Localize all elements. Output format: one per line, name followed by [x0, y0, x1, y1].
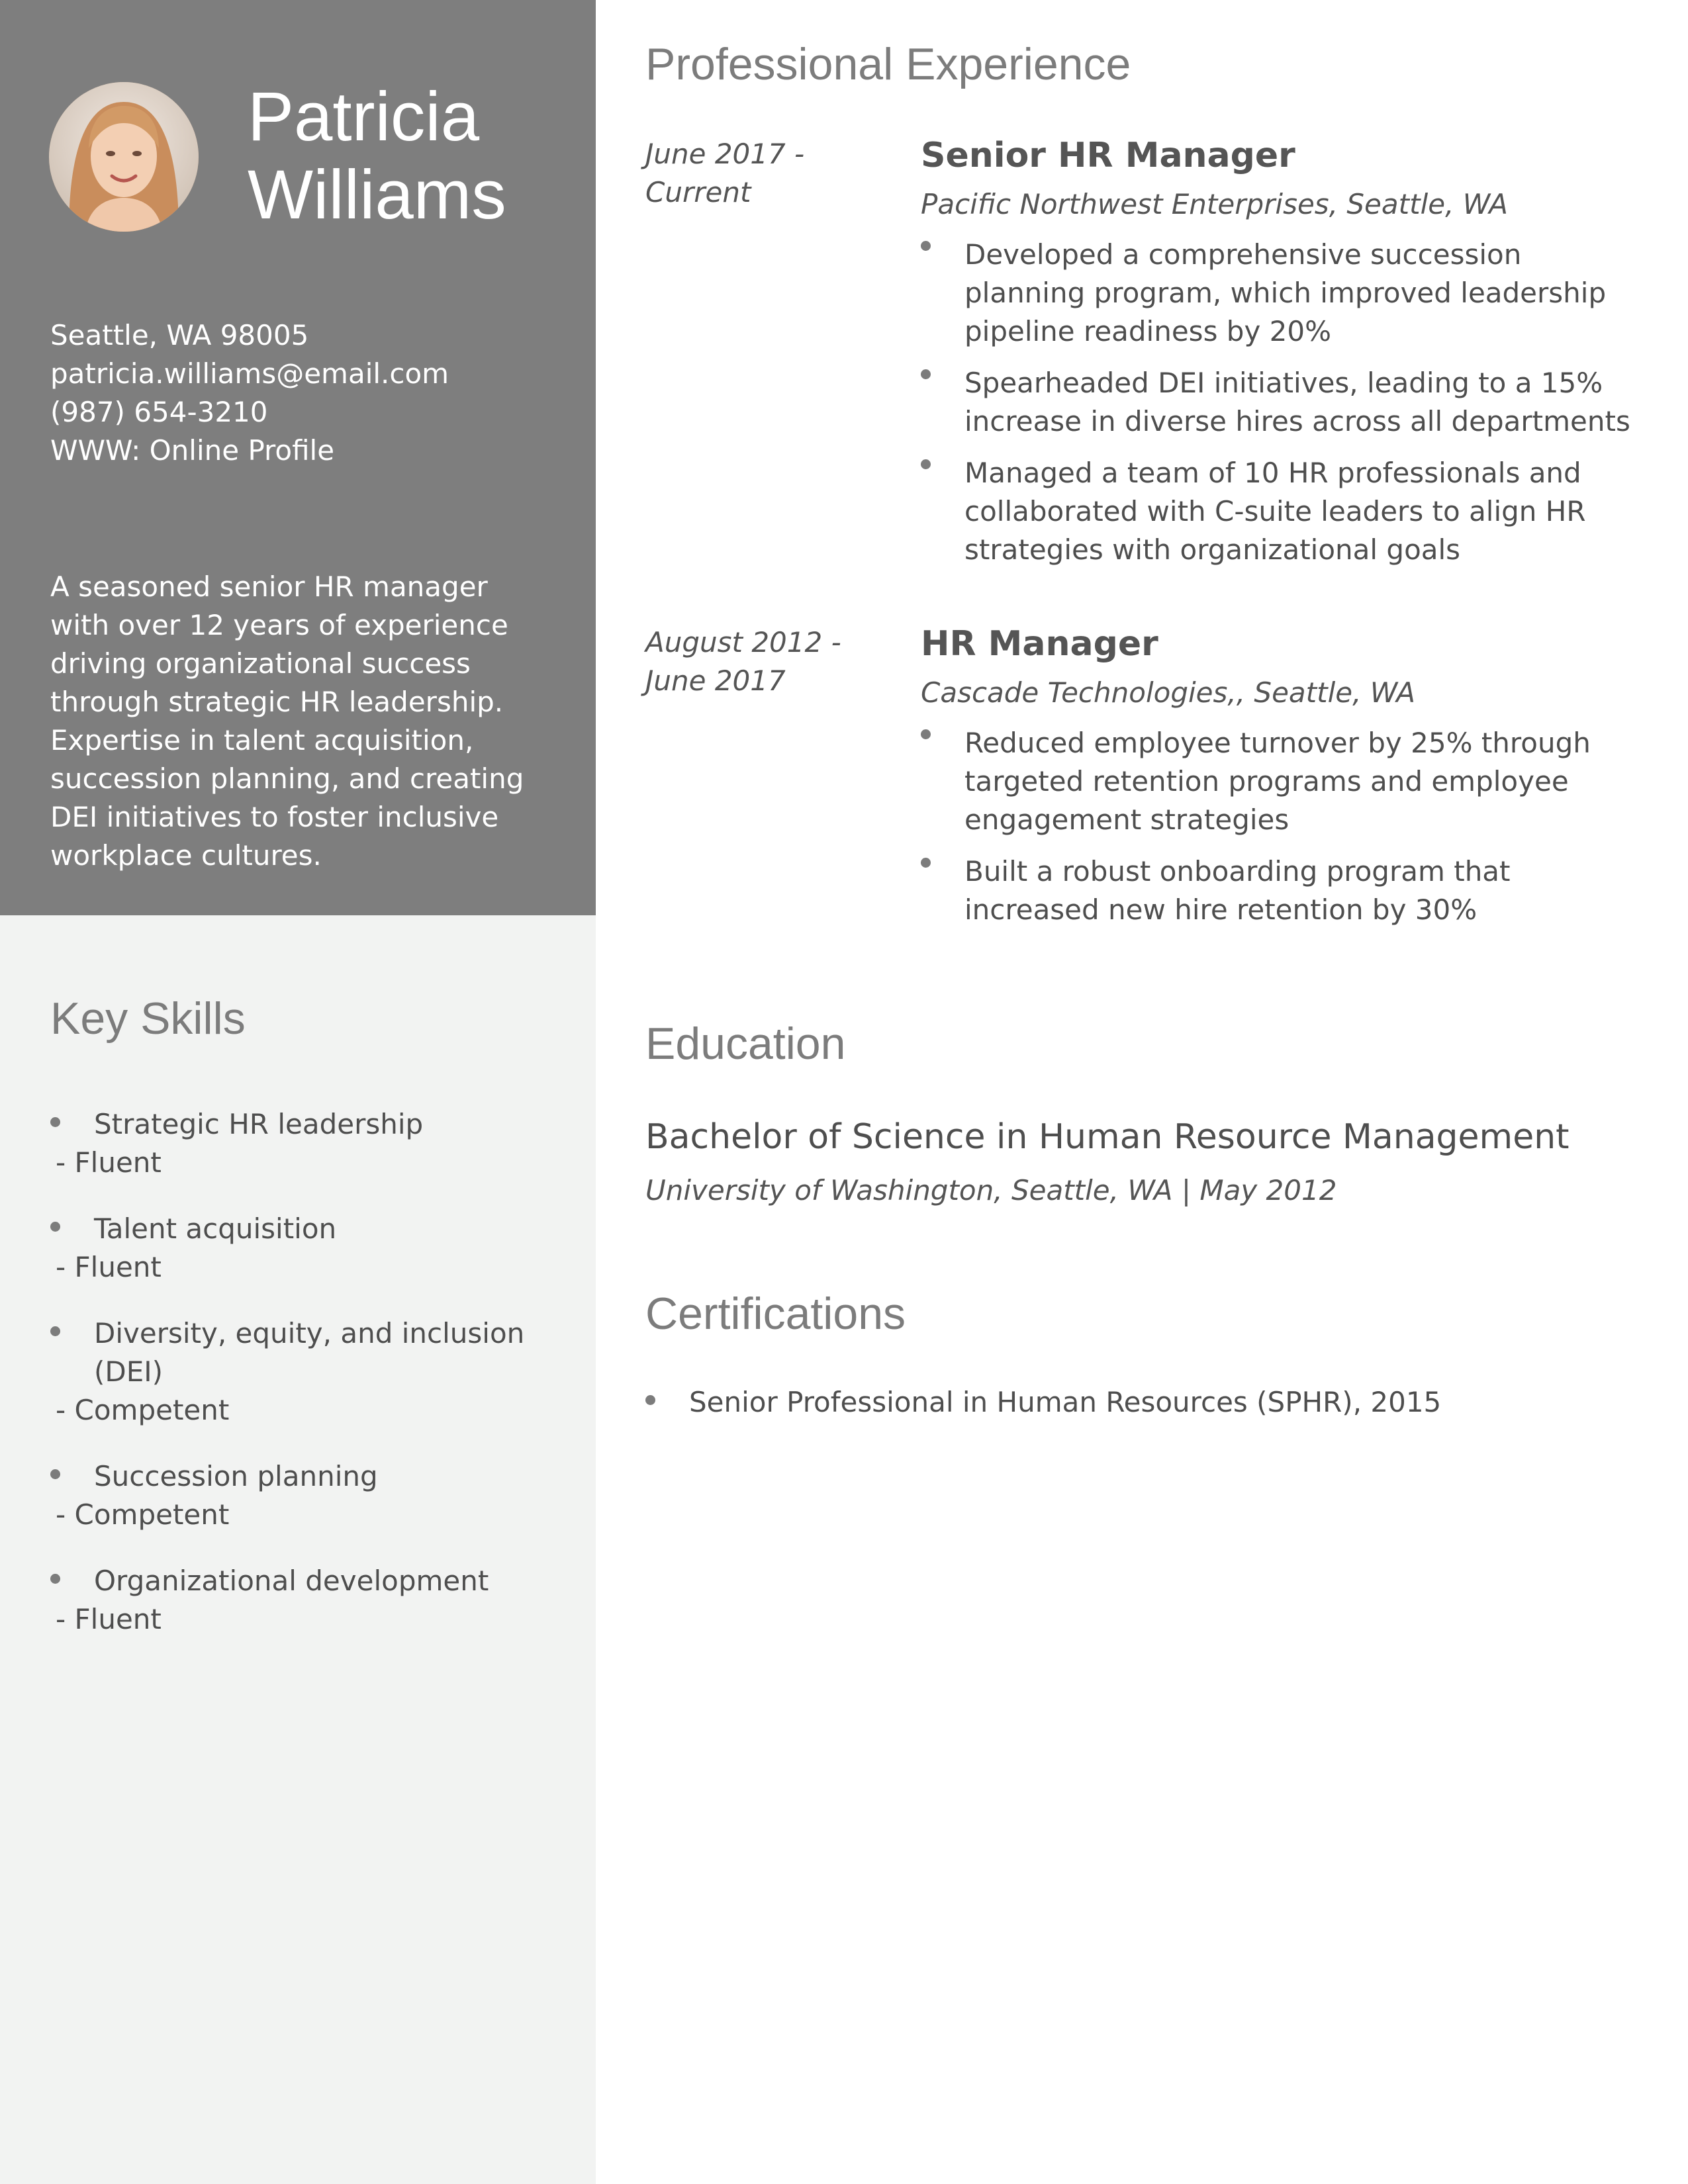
job-title: HR Manager: [921, 624, 1158, 664]
professional-summary: [50, 568, 553, 875]
summary-line: with over 12 years of experience: [50, 609, 508, 641]
summary-line: Expertise in talent acquisition,: [50, 724, 474, 756]
job-dates: [645, 135, 897, 212]
sidebar-header: [0, 0, 596, 915]
skill-name: [94, 1314, 567, 1391]
job-dates: [645, 623, 897, 700]
bullet-line: planning program, which improved leadership: [964, 277, 1607, 309]
summary-line: workplace cultures.: [50, 839, 322, 872]
skill-item: [50, 1105, 567, 1182]
job-date-line: Current: [645, 176, 751, 208]
summary-line: succession planning, and creating: [50, 762, 524, 795]
job-company: Cascade Technologies,, Seattle, WA: [921, 676, 1415, 709]
bullet-icon: [50, 1326, 60, 1336]
skill-name-line: Diversity, equity, and inclusion: [94, 1317, 525, 1349]
last-name: Williams: [248, 156, 506, 234]
bullet-icon: [921, 729, 931, 739]
bullet-line: Spearheaded DEI initiatives, leading to a 15%: [964, 367, 1603, 399]
summary-line: A seasoned senior HR manager: [50, 570, 488, 603]
skill-item: [50, 1210, 567, 1287]
job-details: [921, 135, 1662, 582]
sidebar: [0, 0, 596, 2184]
education-heading: Education: [645, 1019, 846, 1069]
skills-heading: Key Skills: [50, 993, 246, 1044]
contact-website[interactable]: WWW: Online Profile: [50, 434, 335, 467]
job-bullet: [921, 852, 1662, 929]
bullet-line: Managed a team of 10 HR professionals and: [964, 457, 1581, 489]
bullet-icon: [921, 369, 931, 379]
skill-name-line: Strategic HR leadership: [94, 1108, 424, 1140]
bullet-line: strategies with organizational goals: [964, 533, 1461, 566]
bullet-line: pipeline readiness by 20%: [964, 315, 1332, 347]
job-bullets: [921, 236, 1662, 569]
skill-name: [94, 1105, 567, 1144]
skill-level: - Competent: [56, 1498, 230, 1531]
job-bullets: [921, 724, 1662, 929]
bullet-line: increase in diverse hires across all departments: [964, 405, 1630, 437]
skill-name-line: (DEI): [94, 1355, 164, 1388]
education-details: University of Washington, Seattle, WA | May 2012: [645, 1174, 1337, 1206]
candidate-name: [248, 78, 579, 234]
skills-list: [50, 1105, 567, 1666]
skill-level: - Fluent: [56, 1603, 162, 1635]
bullet-line: targeted retention programs and employee: [964, 765, 1569, 797]
bullet-icon: [50, 1469, 60, 1479]
bullet-icon: [50, 1574, 60, 1584]
certification-item: [645, 1383, 1441, 1422]
bullet-icon: [921, 459, 931, 469]
bullet-icon: [921, 858, 931, 868]
summary-line: DEI initiatives to foster inclusive: [50, 801, 499, 833]
job-title: Senior HR Manager: [921, 136, 1295, 175]
first-name: Patricia: [248, 78, 480, 156]
skill-name: [94, 1562, 567, 1600]
education-degree: Bachelor of Science in Human Resource Management: [645, 1117, 1570, 1157]
skill-name-line: Organizational development: [94, 1565, 489, 1597]
bullet-icon: [50, 1117, 60, 1127]
contact-email[interactable]: patricia.williams@email.com: [50, 357, 449, 390]
bullet-line: Built a robust onboarding program that: [964, 855, 1511, 887]
avatar-portrait-icon: [49, 82, 199, 232]
certifications-heading: Certifications: [645, 1289, 906, 1339]
skill-name-line: Succession planning: [94, 1460, 378, 1492]
skill-item: [50, 1562, 567, 1639]
contact-location: Seattle, WA 98005: [50, 319, 309, 351]
skill-name: [94, 1457, 567, 1496]
bullet-icon: [645, 1395, 655, 1405]
skill-level: - Fluent: [56, 1251, 162, 1283]
job-bullet: [921, 454, 1662, 569]
certification-name: Senior Professional in Human Resources (SPHR), 2015: [689, 1386, 1442, 1418]
bullet-line: increased new hire retention by 30%: [964, 893, 1477, 926]
bullet-icon: [50, 1222, 60, 1232]
bullet-line: Developed a comprehensive succession: [964, 238, 1522, 271]
skill-item: [50, 1457, 567, 1534]
contact-phone[interactable]: (987) 654-3210: [50, 396, 268, 428]
skill-level: - Fluent: [56, 1146, 162, 1179]
job-date-line: June 2017: [645, 664, 786, 697]
bullet-icon: [921, 241, 931, 251]
job-date-line: June 2017 -: [645, 138, 805, 170]
job-details: [921, 623, 1662, 942]
bullet-line: collaborated with C-suite leaders to align HR: [964, 495, 1586, 527]
skill-level: - Competent: [56, 1394, 230, 1426]
summary-line: driving organizational success: [50, 647, 471, 680]
skill-name-line: Talent acquisition: [94, 1212, 337, 1245]
job-bullet: [921, 724, 1662, 839]
bullet-line: engagement strategies: [964, 803, 1289, 836]
job-company: Pacific Northwest Enterprises, Seattle, WA: [921, 188, 1508, 220]
bullet-line: Reduced employee turnover by 25% through: [964, 727, 1591, 759]
job-date-line: August 2012 -: [645, 626, 841, 659]
avatar: [49, 82, 199, 232]
job-bullet: [921, 236, 1662, 351]
contact-info: [50, 316, 567, 470]
summary-line: through strategic HR leadership.: [50, 686, 504, 718]
skill-item: [50, 1314, 567, 1430]
skill-name: [94, 1210, 567, 1248]
job-bullet: [921, 364, 1662, 441]
experience-heading: Professional Experience: [645, 39, 1131, 89]
